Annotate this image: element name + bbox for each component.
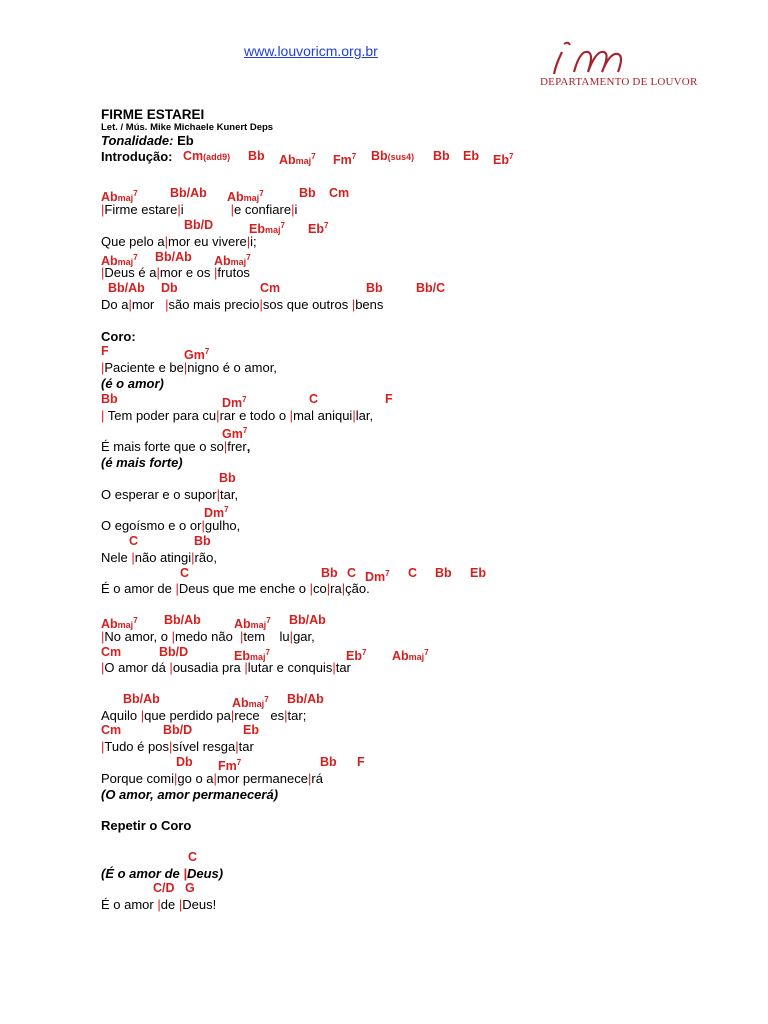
lyric-line: É o amor de |Deus que me enche o |co|ra|ção.	[101, 581, 370, 597]
coro-label: Coro:	[101, 328, 136, 344]
chord: G	[185, 881, 195, 896]
chord: Bb/D	[159, 644, 189, 659]
lyric-line: (O amor, amor permanecerá)	[101, 786, 279, 802]
chord: Bb	[366, 281, 383, 296]
chord-line	[101, 613, 741, 629]
chord: Db	[176, 755, 193, 770]
chord: C/D	[153, 881, 175, 896]
lyric-line: |Tudo é pos|sível resga|tar	[101, 739, 254, 755]
lyric-line: |Deus é a|mor e os |frutos	[101, 265, 250, 281]
chord-line	[101, 566, 741, 582]
chord-line	[101, 250, 741, 266]
chord: Cm	[101, 644, 122, 659]
chord: Bb/Ab	[108, 281, 145, 296]
chord: Bb	[435, 565, 452, 580]
chord: Cm	[101, 723, 122, 738]
chord: Bb/D	[184, 217, 214, 232]
chord-line	[101, 723, 741, 739]
chord: Dm$^7$	[222, 394, 247, 410]
chord: Bb	[194, 533, 211, 548]
chord: Abmaj$^7$	[234, 615, 271, 631]
chord: Abmaj$^7$	[279, 151, 316, 167]
chord: C	[129, 533, 139, 548]
lyric-line: Que pelo a|mor eu vivere|i;	[101, 233, 257, 249]
lyric-line: |No amor, o |medo não |tem lu|gar,	[101, 628, 315, 644]
intro-label: Introdução:	[101, 148, 173, 164]
lyric-line: (é o amor)	[101, 375, 164, 391]
logo-caption: DEPARTAMENTO DE LOUVOR	[540, 76, 698, 88]
chord-line	[101, 534, 741, 550]
chord: Gm$^7$	[222, 426, 248, 442]
chord: Bb	[299, 186, 316, 201]
chord: Eb$^7$	[346, 647, 367, 663]
chord: Dm$^7$	[204, 505, 229, 521]
chord-line	[101, 502, 741, 521]
lyric-line: |Firme estare|i |e confiare|i	[101, 202, 298, 218]
chord-line	[101, 344, 741, 363]
website-link[interactable]: www.louvoricm.org.br	[244, 43, 378, 59]
chord: Eb$^7$	[493, 151, 514, 167]
chord-line	[101, 423, 741, 442]
chord-line	[101, 281, 741, 297]
chord-line	[101, 881, 741, 897]
lyric-line: É mais forte que o so|frer,	[101, 439, 251, 455]
chord-line	[101, 850, 741, 866]
chord: Abmaj$^7$	[101, 252, 138, 268]
chord: Bb/Ab	[164, 612, 201, 627]
chord: Cm	[260, 281, 281, 296]
lyric-line: O esperar e o supor|tar,	[101, 486, 239, 502]
chord: Bb	[219, 470, 236, 485]
chord: Eb	[243, 723, 259, 738]
chord: Db	[161, 281, 178, 296]
chord: C	[408, 565, 418, 580]
chord: F	[357, 755, 365, 770]
chord: Eb	[463, 148, 479, 163]
chord: Bb	[321, 565, 338, 580]
chord: Dm$^7$	[365, 568, 390, 584]
key-value: Eb	[177, 133, 194, 148]
chord: Abmaj$^7$	[214, 252, 251, 268]
chord: Eb$^7$	[308, 220, 329, 236]
chord-line	[101, 645, 741, 661]
chord: Fm$^7$	[218, 758, 242, 774]
chord: Abmaj$^7$	[232, 694, 269, 710]
chord: C	[347, 565, 357, 580]
lyric-line: Do a|mor |são mais precio|sos que outros |bens	[101, 296, 384, 312]
chord: Abmaj$^7$	[101, 189, 138, 205]
chord: Bb/C	[416, 281, 446, 296]
chord-line	[101, 186, 741, 205]
lyric-line: É o amor |de |Deus!	[101, 897, 217, 913]
chord: Bb	[433, 148, 450, 163]
chord: F	[385, 391, 393, 406]
chord: Cm(add9)	[183, 148, 231, 163]
lyric-line: Porque comi|go o a|mor permanece|rá	[101, 770, 323, 786]
chord: C	[188, 849, 198, 864]
song-credits: Let. / Mús. Mike Michaele Kunert Deps	[101, 122, 274, 133]
lyric-line: Aquilo |que perdido pa|rece es|tar;	[101, 707, 307, 723]
chord: Cm	[329, 186, 350, 201]
chord: Ebmaj$^7$	[249, 220, 285, 236]
song-sheet	[101, 107, 741, 913]
chord: F	[101, 344, 109, 359]
chord: Gm$^7$	[184, 347, 210, 363]
chord: Eb	[470, 565, 486, 580]
chord: Bb	[248, 148, 265, 163]
chord: Bb	[101, 391, 118, 406]
chord: Ebmaj$^7$	[234, 647, 270, 663]
chord-line	[101, 392, 741, 408]
chord: Bb/Ab	[155, 249, 192, 264]
chord: Bb/Ab	[289, 612, 326, 627]
lyric-line: |O amor dá |ousadia pra |lutar e conquis|tar	[101, 660, 351, 676]
chord: Bb(sus4)	[371, 148, 415, 163]
chord: Abmaj$^7$	[227, 189, 264, 205]
lyric-line: Nele |não atingi|rão,	[101, 549, 217, 565]
chord-line	[101, 218, 741, 234]
chord: Fm$^7$	[333, 151, 357, 167]
lyric-line: (é mais forte)	[101, 454, 183, 470]
chord: Bb	[320, 755, 337, 770]
lyric-line: O egoísmo e o or|gulho,	[101, 518, 241, 534]
chord: Bb/Ab	[123, 691, 160, 706]
chord-line	[101, 692, 741, 708]
repeat-label: Repetir o Coro	[101, 818, 192, 834]
chord: Abmaj$^7$	[101, 615, 138, 631]
chord-line	[101, 471, 741, 487]
chord: Bb/Ab	[287, 691, 324, 706]
chord: Abmaj$^7$	[392, 647, 429, 663]
intro-line	[101, 149, 741, 165]
chord: C	[309, 391, 319, 406]
chord: Bb/Ab	[170, 186, 207, 201]
key-label: Tonalidade:	[101, 133, 174, 148]
lyric-line: |Paciente e be|nigno é o amor,	[101, 360, 277, 376]
lyric-line: | Tem poder para cu|rar e todo o |mal aniqui|lar,	[101, 407, 374, 423]
chord: Bb/D	[163, 723, 193, 738]
song-title: FIRME ESTAREI	[101, 107, 205, 122]
chord: C	[180, 565, 190, 580]
chord-line	[101, 755, 741, 774]
lyric-line: (É o amor de |Deus)	[101, 865, 224, 881]
key-line	[101, 133, 741, 149]
